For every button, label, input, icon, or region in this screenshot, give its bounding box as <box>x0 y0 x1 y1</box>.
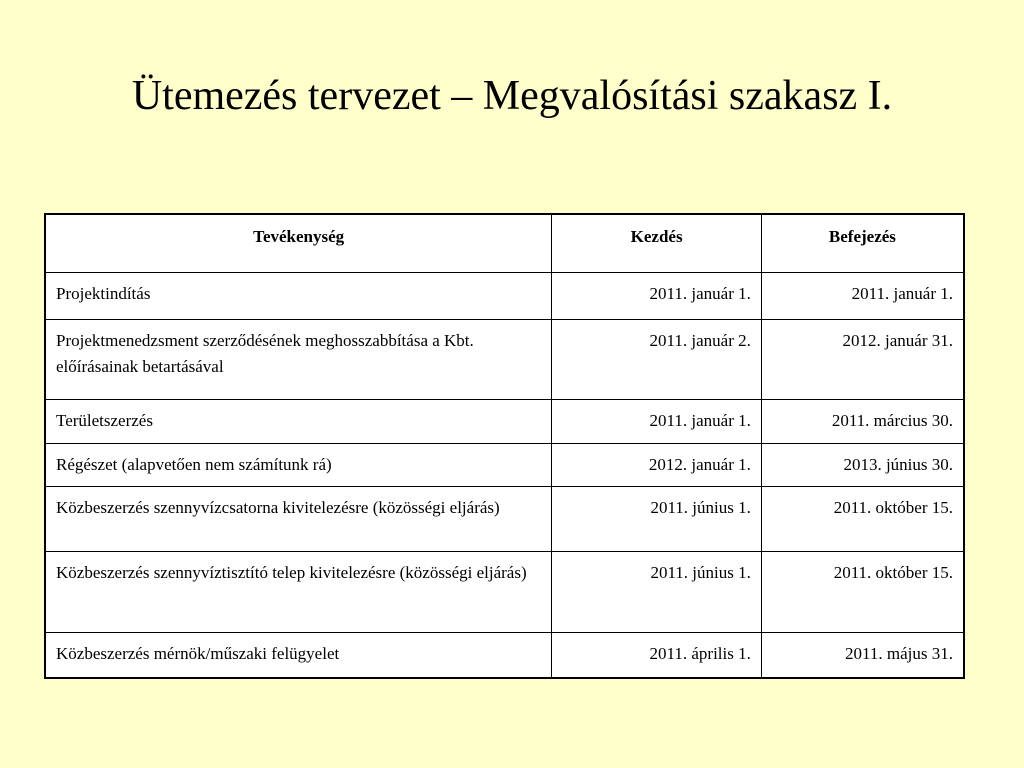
end-date-cell: 2012. január 31. <box>761 319 964 399</box>
header-end: Befejezés <box>761 214 964 272</box>
slide-title: Ütemezés tervezet – Megvalósítási szakasz I. <box>131 73 893 119</box>
table-row <box>45 319 964 399</box>
header-activity: Tevékenység <box>45 214 552 272</box>
start-date-cell: 2011. január 2. <box>552 319 762 399</box>
start-date-cell: 2011. január 1. <box>552 272 762 319</box>
start-date-cell: 2012. január 1. <box>552 443 762 486</box>
table-row <box>45 632 964 678</box>
start-date-cell: 2011. január 1. <box>552 399 762 443</box>
end-date-cell: 2011. március 30. <box>761 399 964 443</box>
activity-cell: Régészet (alapvetően nem számítunk rá) <box>45 443 552 486</box>
table-row <box>45 551 964 632</box>
start-date-cell: 2011. április 1. <box>552 632 762 678</box>
end-date-cell: 2011. október 15. <box>761 551 964 632</box>
table-row <box>45 399 964 443</box>
end-date-cell: 2011. január 1. <box>761 272 964 319</box>
end-date-cell: 2011. október 15. <box>761 486 964 551</box>
activity-cell: Közbeszerzés szennyvízcsatorna kivitelezésre (közösségi eljárás) <box>45 486 552 551</box>
end-date-cell: 2011. május 31. <box>761 632 964 678</box>
activity-cell: Közbeszerzés szennyvíztisztító telep kivitelezésre (közösségi eljárás) <box>45 551 552 632</box>
table-row <box>45 486 964 551</box>
header-start: Kezdés <box>552 214 762 272</box>
table-header-row <box>45 214 964 272</box>
table-row <box>45 443 964 486</box>
activity-cell: Projektmenedzsment szerződésének meghosszabbítása a Kbt. előírásainak betartásával <box>45 319 552 399</box>
end-date-cell: 2013. június 30. <box>761 443 964 486</box>
activity-cell: Területszerzés <box>45 399 552 443</box>
start-date-cell: 2011. június 1. <box>552 551 762 632</box>
schedule-table <box>44 213 965 679</box>
start-date-cell: 2011. június 1. <box>552 486 762 551</box>
activity-cell: Projektindítás <box>45 272 552 319</box>
activity-cell: Közbeszerzés mérnök/műszaki felügyelet <box>45 632 552 678</box>
table-row <box>45 272 964 319</box>
